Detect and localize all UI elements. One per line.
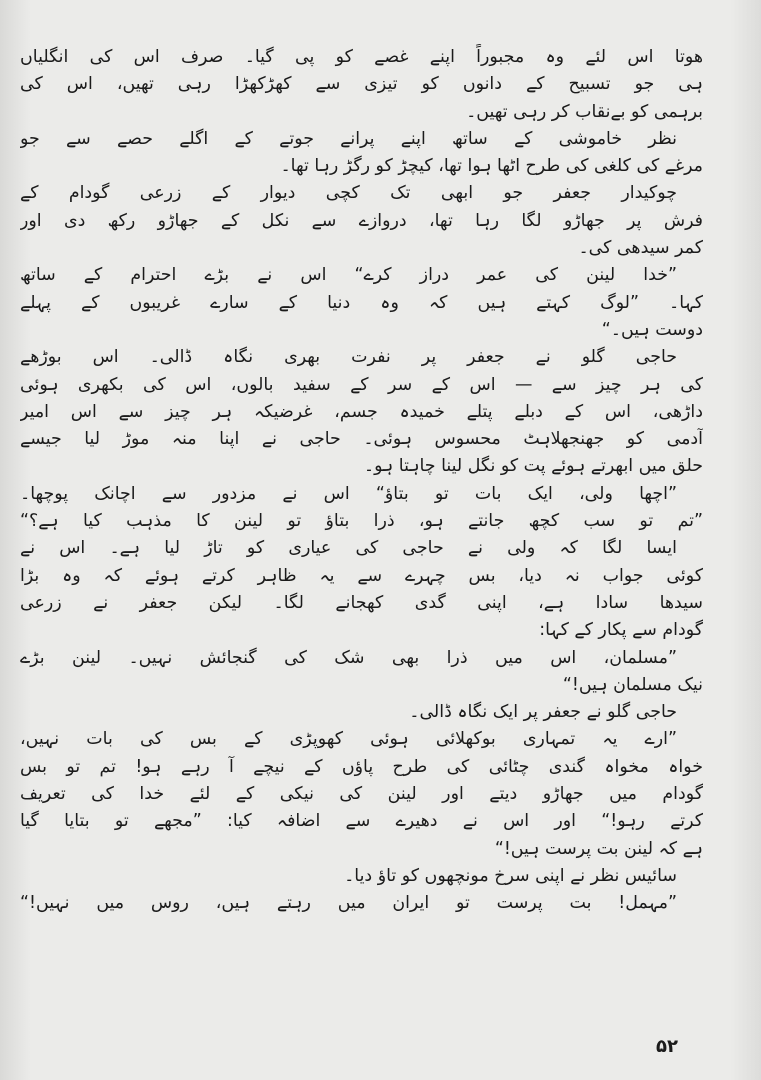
text-line: ”مہمل! بت پرست تو ایران میں رہتے ہیں، روس میں نہیں!“ (20, 893, 677, 914)
body-text (20, 44, 703, 918)
text-line: سیدھا سادا ہے، اپنی گدی کھجانے لگا۔ لیکن جعفر نے زرعی (20, 592, 703, 613)
text-line: ایسا لگا کہ ولی نے حاجی کی عیاری کو تاڑ لیا ہے۔ اس نے (20, 538, 677, 559)
text-line: ”اچھا ولی، ایک بات تو بتاؤ“ اس نے مزدور سے اچانک پوچھا۔ (20, 483, 677, 504)
text-line: نظر خاموشی کے ساتھ اپنے پرانے جوتے کے اگلے حصے سے جو (20, 128, 677, 149)
text-line: کوئی جواب نہ دیا، بس چہرے سے یہ ظاہر کرتے ہوئے کہ وہ بڑا (20, 565, 703, 586)
text-line: ”مسلمان، اس میں ذرا بھی شک کی گنجائش نہیں۔ لینن بڑے (20, 647, 677, 668)
text-line: آدمی کو جھنجھلاہٹ محسوس ہوئی۔ حاجی نے اپنا منہ موڑ لیا جیسے (20, 429, 703, 450)
text-line: چوکیدار جعفر جو ابھی تک کچی دیوار کے زرعی گودام کے (20, 183, 677, 204)
text-line: کہا۔ ”لوگ کہتے ہیں کہ وہ دنیا کے سارے غریبوں کے پہلے (20, 292, 703, 313)
text-line: داڑھی، اس کے دبلے پتلے خمیدہ جسم، غرضیکہ ہر چیز سے اس امیر (20, 401, 703, 422)
text-line: فرش پر جھاڑو لگا رہا تھا، دروازے سے نکل کے جھاڑو رکھ دی اور (20, 210, 703, 231)
text-line: حلق میں ابھرتے ہوئے پت کو نگل لینا چاہتا ہو۔ (363, 456, 703, 477)
text-line: کمر سیدھی کی۔ (578, 238, 703, 259)
text-line: هوتا اس لئے وہ مجبوراً اپنے غصے کو پی گیا۔ صرف اس کی انگلیاں (20, 47, 703, 67)
text-line: دوست ہیں۔“ (601, 319, 703, 340)
text-line: حاجی گلو نے جعفر پر نفرت بھری نگاہ ڈالی۔ اس بوڑھے (20, 347, 677, 368)
text-line: ہی جو تسبیح کے دانوں کو تیزی سے کھڑکھڑا رہی تھیں، اس کی (20, 74, 703, 95)
text-line: برہمی کو بےنقاب کر رہی تھیں۔ (466, 101, 703, 122)
text-line: کرتے رہو!“ اور اس نے دھیرے سے اضافہ کیا: ”مجھے تو بتایا گیا (20, 811, 703, 832)
text-line: حاجی گلو نے جعفر پر ایک نگاہ ڈالی۔ (409, 702, 677, 723)
text-line: سائیس نظر نے اپنی سرخ مونچھوں کو تاؤ دیا۔ (344, 865, 677, 886)
page-number: ۵۲ (656, 1036, 678, 1057)
text-line: کی ہر چیز سے — اس کے سر کے سفید بالوں، اس کی بکھری ہوئی (20, 374, 703, 395)
text-line: ”تم تو سب کچھ جانتے ہو، ذرا بتاؤ تو لینن کا مذہب کیا ہے؟“ (20, 511, 703, 532)
text-line: ”ارے یہ تمہاری بوکھلائی ہوئی کھوپڑی کے بس کی بات نہیں، (20, 729, 677, 750)
text-line: گودام میں جھاڑو دیتے اور لینن کی نیکی کے لئے خدا کی تعریف (20, 784, 703, 805)
text-line: خواہ مخواہ گندی چٹائی کی طرح پاؤں کے نیچے آ رہے ہو! تم تو بس (20, 756, 703, 777)
text-line: ہے کہ لینن بت پرست ہیں!“ (494, 838, 703, 859)
text-line: نیک مسلمان ہیں!“ (562, 674, 703, 695)
text-line: مرغے کی کلغی کی طرح اٹھا ہوا تھا، کیچڑ کو رگڑ رہا تھا۔ (280, 156, 703, 177)
text-line: ”خدا لینن کی عمر دراز کرے“ اس نے بڑے احترام کے ساتھ (20, 265, 677, 286)
text-line: گودام سے پکار کے کہا: (539, 620, 703, 641)
